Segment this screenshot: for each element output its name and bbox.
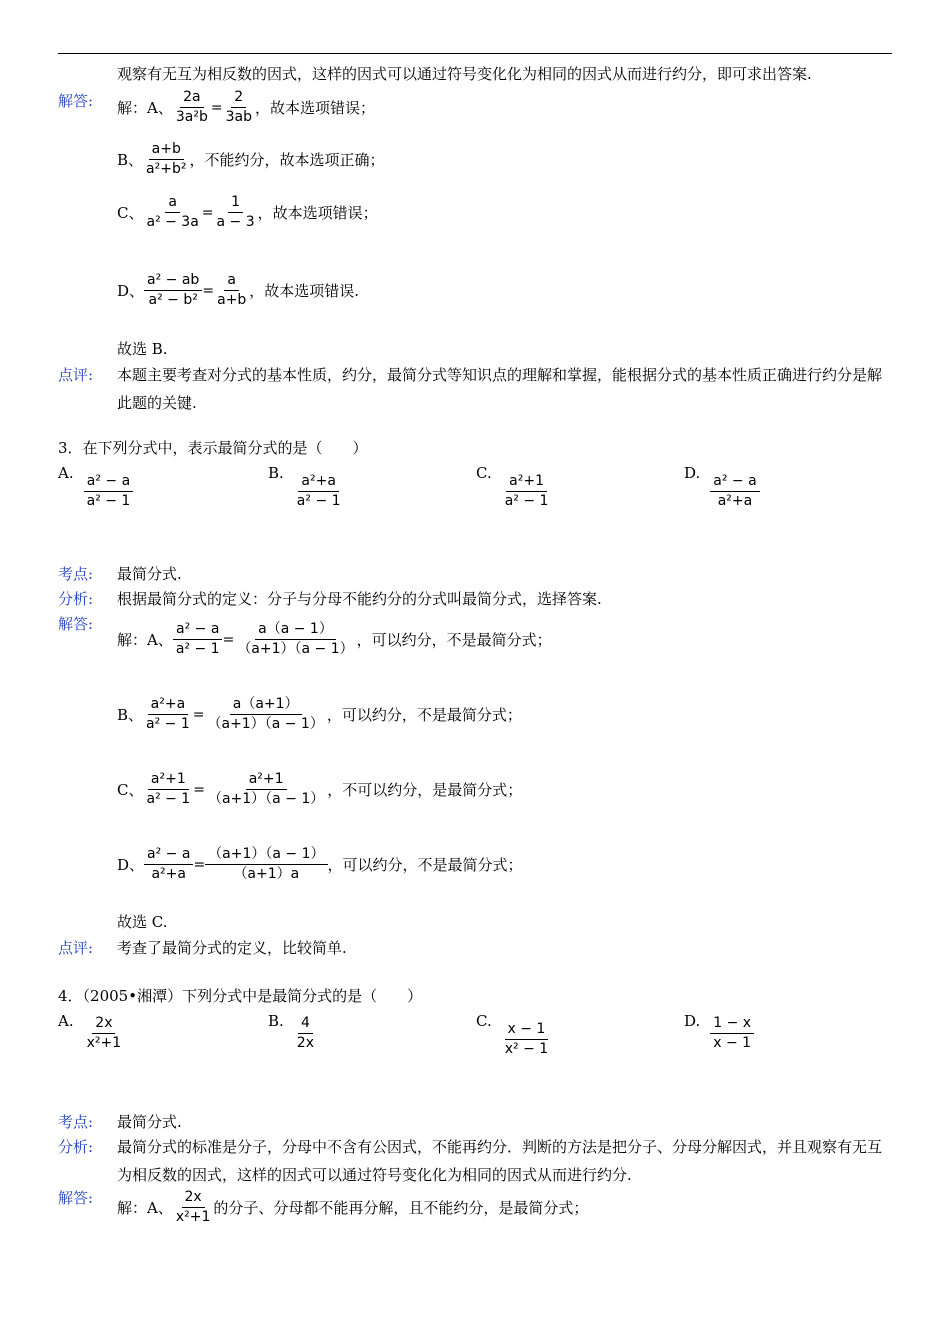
fraction: $\frac{\text{a²+1}}{\text{a² − 1}}$ <box>504 473 549 509</box>
q2-choice: 故选 B. <box>117 340 168 358</box>
q3-option-b: B. $\frac{\text{a²+a}}{\text{a² − 1}}$ <box>268 464 344 511</box>
q3-solution-line-a: 解：A、 $\frac{\text{a² − a}}{\text{a² − 1}}$ = $\frac{a(a - 1)}{(a+1)(a - 1)}$ ，可以约分，不是最简分式； <box>117 621 552 657</box>
analysis-continuation: 观察有无互为相反数的因式，这样的因式可以通过符号变化化为相同的因式从而进行约分，即可求出答案. <box>117 65 812 83</box>
q2-solution-line-c: C、 $\frac{a}{\text{a² − 3a}}$ = $\frac{1}{a - 3}$ ，故本选项错误； <box>117 194 378 230</box>
q3-option-c: C. $\frac{\text{a²+1}}{\text{a² − 1}}$ <box>476 464 551 511</box>
fraction: $\frac{a+b}{\text{a²+b²}}$ <box>146 141 187 177</box>
fraction: $\frac{\text{a²+a}}{\text{a² − 1}}$ <box>296 473 341 509</box>
fraction: $\frac{\text{a² − ab}}{\text{a² − b²}}$ <box>144 271 202 310</box>
fraction: $\frac{a}{a+b}$ <box>217 272 247 308</box>
q4-option-b: B. $\frac{4}{2x}$ <box>268 1012 317 1053</box>
q2-solution-line-a: 解：A、 $\frac{2a}{\text{3a²b}}$ = $\frac{2}{3ab}$ ，故本选项错误； <box>117 89 375 125</box>
q3-option-a: A. $\frac{\text{a² − a}}{\text{a² − 1}}$ <box>58 464 133 511</box>
q4-option-d: D. $\frac{1 - x}{x - 1}$ <box>684 1012 754 1053</box>
top-rule <box>58 53 892 54</box>
q4-fenxi: 最简分式的标准是分子，分母中不含有公因式，不能再约分．判断的方法是把分子、分母分解因式，并且观察有无互为相反数的因式，这样的因式可以通过符号变化化为相同的因式从而进行约分. <box>117 1138 883 1184</box>
fraction: $\frac{(a+1)(a - 1)}{(a+1)a}$ <box>205 845 327 884</box>
q4-kaodian: 最简分式. <box>117 1113 182 1131</box>
q4-solution-line-a: 解：A、 $\frac{2x}{\text{x²+1}}$ 的分子、分母都不能再分解，且不能约分，是最简分式； <box>117 1189 589 1225</box>
fraction: $\frac{\text{a²+1}}{\text{a² − 1}}$ <box>146 771 191 807</box>
fraction: $\frac{\text{a² − a}}{\text{a² − 1}}$ <box>173 620 223 659</box>
q3-fenxi-label: 分析: <box>58 590 94 608</box>
fraction: $\frac{2}{3ab}$ <box>225 89 252 125</box>
fraction: $\frac{1}{a - 3}$ <box>216 194 255 230</box>
fraction: $\frac{2x}{\text{x²+1}}$ <box>86 1015 122 1051</box>
q3-option-d: D. $\frac{\text{a² − a}}{\text{a²+a}}$ <box>684 464 760 511</box>
fraction: $\frac{4}{2x}$ <box>296 1015 314 1051</box>
q3-choice: 故选 C. <box>117 913 168 931</box>
q4-kaodian-label: 考点: <box>58 1113 94 1131</box>
fraction: $\frac{2x}{\text{x²+1}}$ <box>175 1189 211 1225</box>
fraction: $\frac{a(a+1)}{(a+1)(a - 1)}$ <box>207 696 324 732</box>
q3-kaodian: 最简分式. <box>117 565 182 583</box>
q4-option-c: C. $\frac{x - 1}{\text{x² − 1}}$ <box>476 1012 551 1059</box>
q3-solution-line-b: B、 $\frac{\text{a²+a}}{\text{a² − 1}}$ = $\frac{a(a+1)}{(a+1)(a - 1)}$ ，可以约分，不是最简分式； <box>117 696 522 732</box>
q3-kaodian-label: 考点: <box>58 565 94 583</box>
answer-label-q2: 解答: <box>58 92 94 110</box>
q3-question: 3．在下列分式中，表示最简分式的是（ ） <box>58 439 368 457</box>
q4-option-a: A. $\frac{2x}{\text{x²+1}}$ <box>58 1012 124 1053</box>
q3-comment-label: 点评: <box>58 939 94 957</box>
fraction: $\frac{\text{a² − a}}{\text{a² − 1}}$ <box>84 472 134 511</box>
fraction: $\frac{2a}{\text{3a²b}}$ <box>175 89 208 125</box>
comment-label-q2: 点评: <box>58 366 94 384</box>
fraction: $\frac{\text{a² − a}}{\text{a²+a}}$ <box>144 845 193 884</box>
q3-fenxi: 根据最简分式的定义：分子与分母不能约分的分式叫最简分式，选择答案. <box>117 590 602 608</box>
fraction: $\frac{a(a - 1)}{(a+1)(a - 1)}$ <box>237 621 354 657</box>
q2-solution-line-b: B、 $\frac{a+b}{\text{a²+b²}}$ ，不能约分，故本选项正确； <box>117 141 385 177</box>
q4-question: 4．（2005•湘潭）下列分式中是最简分式的是（ ） <box>58 987 423 1005</box>
fraction: $\frac{\text{a²+a}}{\text{a² − 1}}$ <box>146 696 190 732</box>
q2-solution-line-d: D、 $\frac{\text{a² − ab}}{\text{a² − b²}}$ = $\frac{a}{a+b}$ ，故本选项错误. <box>117 272 360 308</box>
fraction: $\frac{\text{a² − a}}{\text{a²+a}}$ <box>710 472 759 511</box>
fraction: $\frac{a}{\text{a² − 3a}}$ <box>146 194 199 230</box>
q3-answer-label: 解答: <box>58 615 94 633</box>
fraction: $\frac{\text{a²+1}}{(a+1)(a - 1)}$ <box>207 771 325 807</box>
q2-comment: 本题主要考查对分式的基本性质，约分，最简分式等知识点的理解和掌握，能根据分式的基本性质正确进行约分是解此题的关键. <box>117 366 883 412</box>
fraction: $\frac{1 - x}{x - 1}$ <box>710 1014 754 1053</box>
fraction: $\frac{x - 1}{\text{x² − 1}}$ <box>504 1021 549 1057</box>
q3-solution-line-c: C、 $\frac{\text{a²+1}}{\text{a² − 1}}$ = $\frac{\text{a²+1}}{(a+1)(a - 1)}$ ，不可以约分，是最简分式； <box>117 771 523 807</box>
q4-answer-label: 解答: <box>58 1189 94 1207</box>
q3-solution-line-d: D、 $\frac{\text{a² − a}}{\text{a²+a}}$ = $\frac{(a+1)(a - 1)}{(a+1)a}$ ，可以约分，不是最简分式； <box>117 846 523 882</box>
q4-fenxi-label: 分析: <box>58 1138 94 1156</box>
q3-comment: 考查了最简分式的定义，比较简单. <box>117 939 347 957</box>
